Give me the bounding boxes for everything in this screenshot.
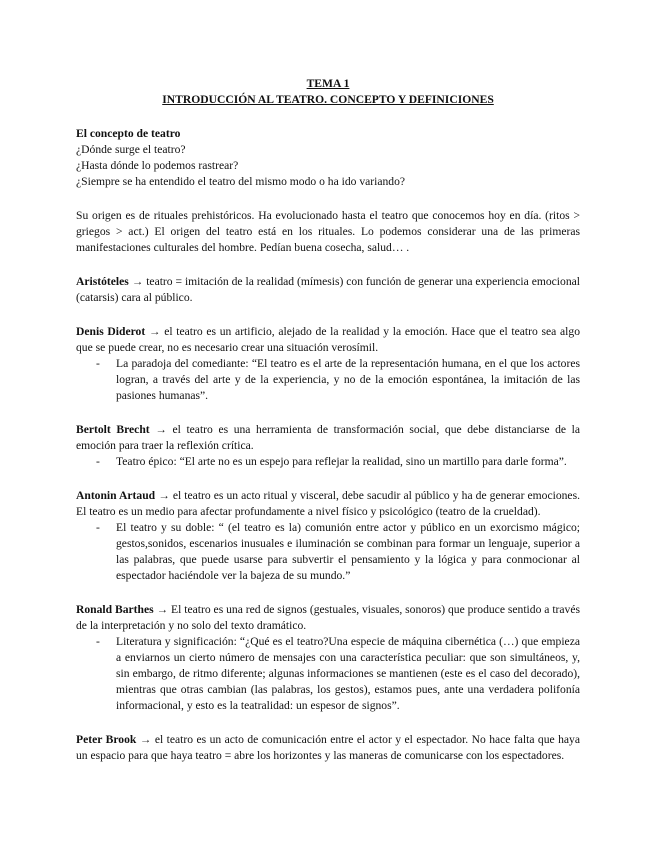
origin-paragraph: Su origen es de rituales prehistóricos. Ha evolucionado hasta el teatro que conocemos hoy en día. (ritos > griegos > act.) El origen del teatro está en los rituales. Lo podemos considerar una de las primeras manifestaciones culturales del hombre. Pedían buena cosecha, salud… .	[76, 209, 580, 254]
quote-item	[96, 520, 580, 584]
author-name: Ronald Barthes	[76, 603, 154, 616]
author-name: Aristóteles	[76, 275, 129, 288]
quote-item	[96, 454, 580, 470]
quote-item	[96, 356, 580, 404]
origin-block	[76, 208, 580, 256]
author-paragraph	[76, 324, 580, 356]
author-definition: el teatro es un artificio, alejado de la realidad y la emoción. Hace que el teatro sea algo que se puede crear, no es necesario crear una situación verosímil.	[76, 325, 580, 354]
author-block-aristoteles	[76, 274, 580, 306]
concept-section	[76, 126, 580, 190]
quote-list	[76, 634, 580, 714]
section-heading: El concepto de teatro	[76, 127, 181, 140]
quote-list	[76, 520, 580, 584]
arrow-symbol: →	[139, 733, 152, 746]
arrow-symbol: →	[155, 423, 167, 436]
quote-text: Literatura y significación: “¿Qué es el teatro?Una especie de máquina cibernética (…) que empieza a enviarnos un cierto número de mensajes con una característica peculiar: que son simultáneos, y, sin embargo, de ritmo diferente; algunas informaciones se mantienen (este es el caso del decorado), mientras que otras cambian (las palabras, los gestos), estamos pues, ante una verdadera polifonía informacional, y esto es la teatralidad: un espesor de signos”.	[116, 635, 580, 712]
author-paragraph	[76, 732, 580, 764]
author-block-brook	[76, 732, 580, 764]
dash-bullet: -	[96, 521, 100, 534]
author-paragraph	[76, 488, 580, 520]
author-definition: teatro = imitación de la realidad (mímesis) con función de generar una experiencia emocional (catarsis) cara al público.	[76, 275, 580, 304]
quote-item	[96, 634, 580, 714]
quote-list	[76, 454, 580, 470]
dash-bullet: -	[96, 357, 100, 370]
author-block-barthes	[76, 602, 580, 714]
author-definition: el teatro es un acto ritual y visceral, debe sacudir al público y ha de generar emociones. El teatro es un medio para afectar profundamente a nivel físico y psicológico (teatro de la crueldad).	[76, 489, 580, 518]
author-paragraph	[76, 422, 580, 454]
author-definition: el teatro es una herramienta de transformación social, que debe distanciarse de la emoción para traer la reflexión crítica.	[76, 423, 580, 452]
author-name: Denis Diderot	[76, 325, 146, 338]
author-block-artaud	[76, 488, 580, 584]
author-paragraph	[76, 274, 580, 306]
quote-text: La paradoja del comediante: “El teatro es el arte de la representación humana, en el que los actores logran, a través del arte y de la experiencia, y no de la emoción espontánea, la imitación de las pasiones humanas”.	[116, 357, 580, 402]
author-name: Peter Brook	[76, 733, 137, 746]
dash-bullet: -	[96, 455, 100, 468]
arrow-symbol: →	[131, 275, 144, 288]
topic-number: TEMA 1	[306, 77, 350, 90]
arrow-symbol: →	[156, 603, 169, 616]
document-title: INTRODUCCIÓN AL TEATRO. CONCEPTO Y DEFINICIONES	[162, 93, 494, 106]
author-block-brecht	[76, 422, 580, 470]
author-definition: El teatro es una red de signos (gestuales, visuales, sonoros) que produce sentido a través de la interpretación y no solo del texto dramático.	[76, 603, 581, 632]
author-paragraph	[76, 602, 580, 634]
author-definition: el teatro es un acto de comunicación entre el actor y el espectador. No hace falta que haya un espacio para que haya teatro = abre los horizontes y las maneras de comunicarse con los espectadores.	[76, 733, 580, 762]
question-2: ¿Hasta dónde lo podemos rastrear?	[76, 159, 239, 172]
arrow-symbol: →	[158, 489, 170, 502]
quote-text: El teatro y su doble: “ (el teatro es la) comunión entre actor y público en un exorcismo mágico; gestos,sonidos, escenarios inusuales e iluminación se combinan para formar un lenguaje, superior a las palabras, que puede usarse para subvertir el pensamiento y la lógica y para conmocionar al espectador haciéndole ver la bajeza de su mundo.”	[116, 521, 580, 582]
question-1: ¿Dónde surge el teatro?	[76, 143, 186, 156]
author-name: Bertolt Brecht	[76, 423, 150, 436]
question-3: ¿Siempre se ha entendido el teatro del mismo modo o ha ido variando?	[76, 175, 406, 188]
quote-list	[76, 356, 580, 404]
dash-bullet: -	[96, 635, 100, 648]
author-name: Antonin Artaud	[76, 489, 156, 502]
quote-text: Teatro épico: “El arte no es un espejo para reflejar la realidad, sino un martillo para darle forma”.	[116, 455, 567, 468]
author-block-diderot	[76, 324, 580, 404]
arrow-symbol: →	[148, 325, 161, 338]
